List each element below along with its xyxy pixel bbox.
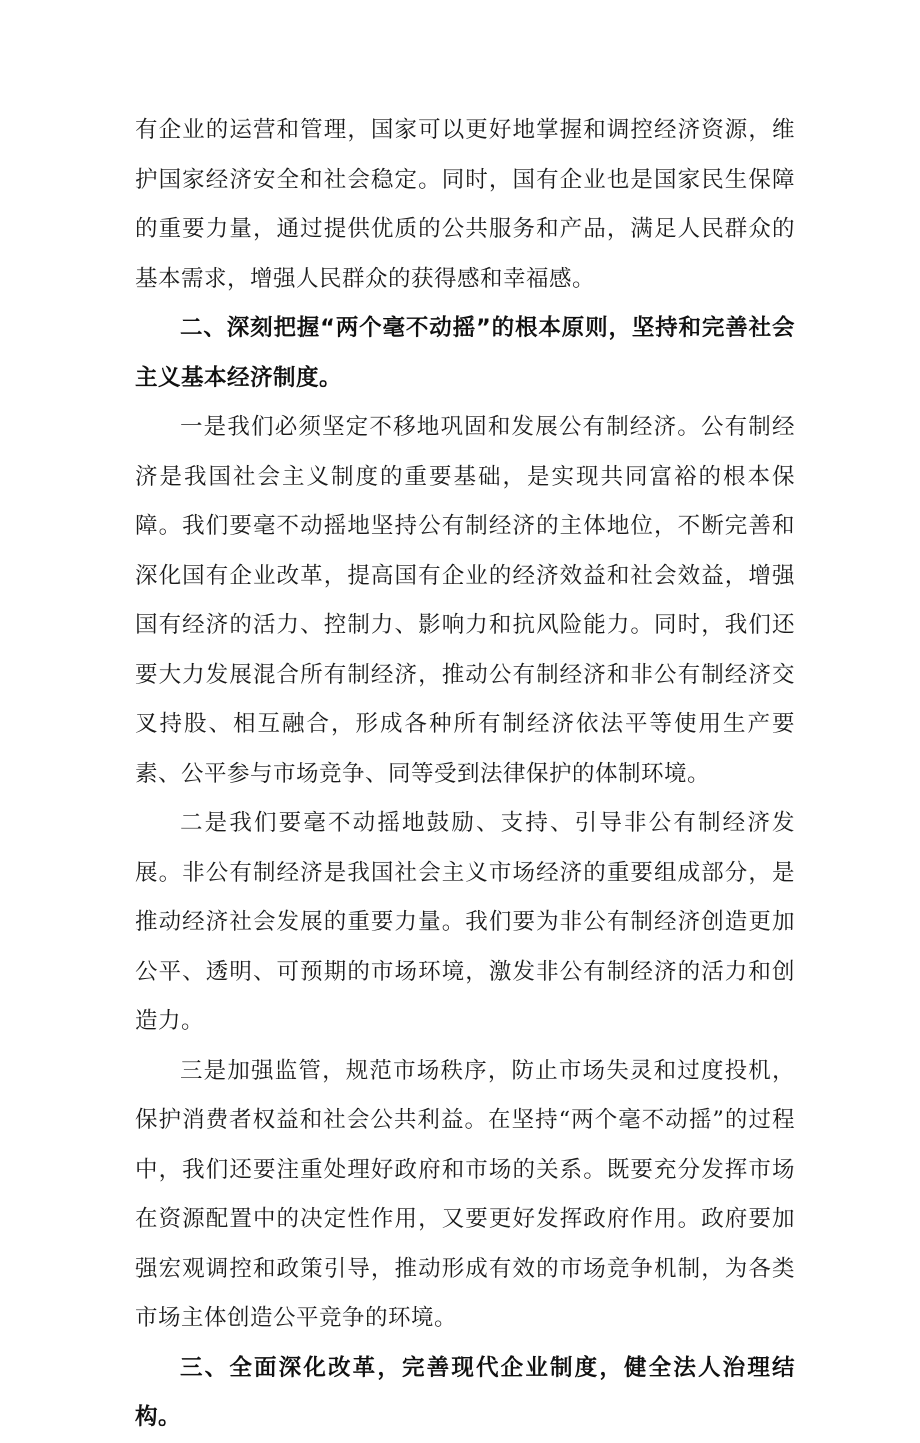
section-heading-3: 三、全面深化改革，完善现代企业制度，健全法人治理结构。 <box>135 1354 795 1430</box>
paragraph-non-public-economy: 二是我们要毫不动摇地鼓励、支持、引导非公有制经济发展。非公有制经济是我国社会主义市场经济的重要组成部分，是推动经济社会发展的重要力量。我们要为非公有制经济创造更加公平、透明、可预期的市场环境，激发非公有制经济的活力和创造力。 <box>135 810 795 1034</box>
paragraph-continuation: 有企业的运营和管理，国家可以更好地掌握和调控经济资源，维护国家经济安全和社会稳定。同时，国有企业也是国家民生保障的重要力量，通过提供优质的公共服务和产品，满足人民群众的基本需求，增强人民群众的获得感和幸福感。 <box>135 117 795 292</box>
section-heading-2: 二、深刻把握“两个毫不动摇”的根本原则，坚持和完善社会主义基本经济制度。 <box>135 315 795 391</box>
paragraph-public-ownership: 一是我们必须坚定不移地巩固和发展公有制经济。公有制经济是我国社会主义制度的重要基础，是实现共同富裕的根本保障。我们要毫不动摇地坚持公有制经济的主体地位，不断完善和深化国有企业改革，提高国有企业的经济效益和社会效益，增强国有经济的活力、控制力、影响力和抗风险能力。同时，我们还要大力发展混合所有制经济，推动公有制经济和非公有制经济交叉持股、相互融合，形成各种所有制经济依法平等使用生产要素、公平参与市场竞争、同等受到法律保护的体制环境。 <box>135 414 795 787</box>
paragraph-market-regulation: 三是加强监管，规范市场秩序，防止市场失灵和过度投机，保护消费者权益和社会公共利益。在坚持“两个毫不动摇”的过程中，我们还要注重处理好政府和市场的关系。既要充分发挥市场在资源配置中的决定性作用，又要更好发挥政府作用。政府要加强宏观调控和政策引导，推动形成有效的市场竞争机制，为各类市场主体创造公平竞争的环境。 <box>135 1057 795 1331</box>
document-body <box>135 106 795 1443</box>
